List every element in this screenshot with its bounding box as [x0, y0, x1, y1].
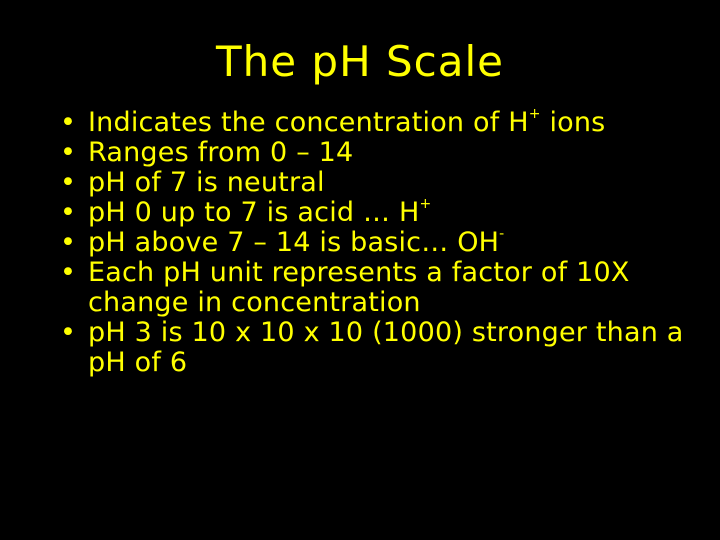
bullet-item	[60, 198, 700, 228]
bullet-text: Indicates the concentration of H	[88, 107, 529, 138]
bullet-superscript: +	[528, 106, 541, 122]
bullet-item	[60, 318, 700, 378]
bullet-dot: •	[60, 107, 77, 138]
bullet-dot: •	[60, 167, 77, 198]
bullet-list	[60, 108, 700, 378]
bullet-dot: •	[60, 227, 77, 258]
slide-title: The pH Scale	[215, 37, 505, 86]
bullet-dot: •	[60, 197, 77, 228]
bullet-dot: •	[60, 257, 77, 288]
bullet-item	[60, 108, 700, 138]
bullet-text: Each pH unit represents a factor of 10X change in concentration	[88, 257, 630, 318]
bullet-text: Ranges from 0 – 14	[88, 137, 354, 168]
bullet-superscript: -	[499, 226, 505, 242]
bullet-text: pH 0 up to 7 is acid … H	[88, 197, 420, 228]
bullet-text-after: ions	[540, 107, 606, 138]
bullet-item	[60, 168, 700, 198]
bullet-dot: •	[60, 137, 77, 168]
bullet-text: pH 3 is 10 x 10 x 10 (1000) stronger than a pH of 6	[88, 317, 684, 378]
bullet-superscript: +	[419, 196, 432, 212]
bullet-item	[60, 258, 700, 318]
bullet-item	[60, 138, 700, 168]
bullet-text: pH of 7 is neutral	[88, 167, 325, 198]
bullet-text: pH above 7 – 14 is basic… OH	[88, 227, 500, 258]
bullet-item	[60, 228, 700, 258]
bullet-dot: •	[60, 317, 77, 348]
